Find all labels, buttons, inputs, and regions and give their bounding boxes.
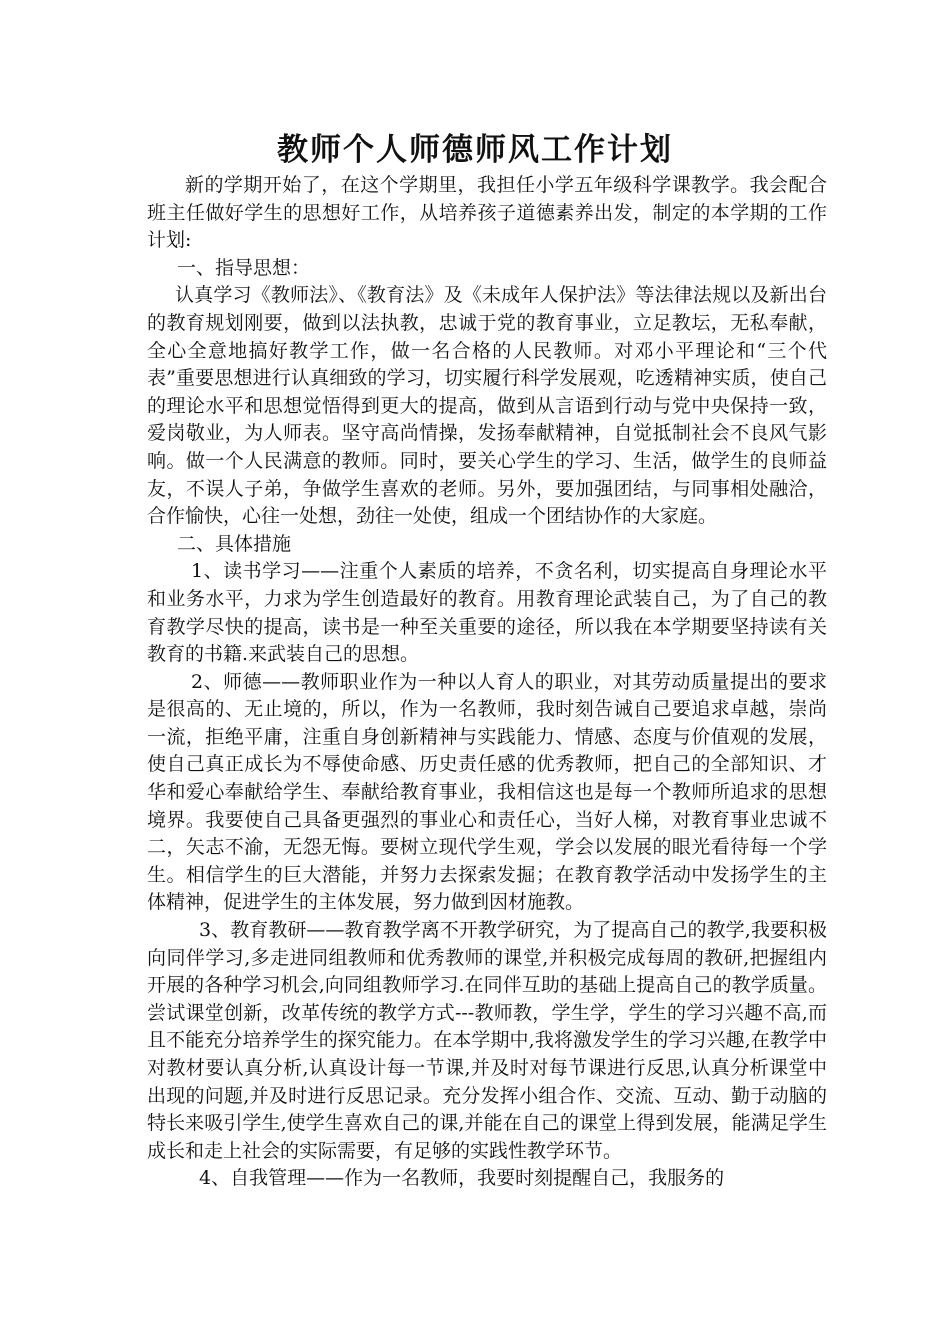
item3-paragraph: 3、教育教研——教育教学离不开教学研究，为了提高自己的教学,我要积极向同伴学习,多走进同组教师和优秀教师的课堂,并积极完成每周的教研,把握组内开展的各种学习机会,向同组教师学习.在同伴互助的基础上提高自己的教学质量。尝试课堂创新，改革传统的教学方式---教师教，学生学，学生的学习兴趣不高,而且不能充分培养学生的探究能力。在本学期中,我将激发学生的学习兴趣,在教学中对教材要认真分析,认真设计每一节课,并及时对每节课进行反思,认真分析课堂中出现的问题,并及时进行反思记录。充分发挥小组合作、交流、互动、勤于动脑的特长来吸引学生,使学生喜欢自己的课,并能在自己的课堂上得到发展，能满足学生成长和走上社会的实际需要，有足够的实践性教学环节。 xyxy=(147,919,827,1162)
item2-paragraph: 2、师德——教师职业作为一种以人育人的职业，对其劳动质量提出的要求是很高的、无止境的，所以，作为一名教师，我时刻告诫自己要追求卓越，崇尚一流，拒绝平庸，注重自身创新精神与实践能力、情感、态度与价值观的发展，使自己真正成长为不辱使命感、历史责任感的优秀教师，把自己的全部知识、才华和爱心奉献给学生、奉献给教育事业，我相信这也是每一个教师所追求的思想境界。我要使自己具备更强烈的事业心和责任心，当好人梯，对教育事业忠诚不二，矢志不渝，无怨无悔。要树立现代学生观，学会以发展的眼光看待每一个学生。相信学生的巨大潜能，并努力去探索发掘；在教育教学活动中发扬学生的主体精神，促进学生的主体发展，努力做到因材施教。 xyxy=(147,670,827,914)
section2-heading: 二、具体措施 xyxy=(177,532,292,555)
intro-paragraph: 新的学期开始了，在这个学期里，我担任小学五年级科学课教学。我会配合班主任做好学生的思想好工作，从培养孩子道德素养出发，制定的本学期的工作计划: xyxy=(147,174,827,252)
section1-heading: 一、指导思想： xyxy=(177,256,311,279)
item4-paragraph: 4、自我管理——作为一名教师，我要时刻提醒自己，我服务的 xyxy=(199,1167,725,1190)
section1-paragraph: 认真学习《教师法》、《教育法》及《未成年人保护法》等法律法规以及新出台的教育规划刚要，做到以法执教，忠诚于党的教育事业，立足教坛，无私奉献，全心全意地搞好教学工作，做一名合格的人民教师。对邓小平理论和“三个代表”重要思想进行认真细致的学习，切实履行科学发展观，吃透精神实质，使自己的理论水平和思想觉悟得到更大的提高，做到从言语到行动与党中央保持一致，爱岗敬业，为人师表。坚守高尚情操，发扬奉献精神，自觉抵制社会不良风气影响。做一个人民满意的教师。同时，要关心学生的学习、生活，做学生的良师益友，不误人子弟，争做学生喜欢的老师。另外，要加强团结，与同事相处融洽，合作愉快，心往一处想，劲往一处使，组成一个团结协作的大家庭。 xyxy=(147,284,827,528)
document-title: 教师个人师德师风工作计划 xyxy=(277,132,673,168)
item1-paragraph: 1、读书学习——注重个人素质的培养，不贪名利，切实提高自身理论水平和业务水平，力求为学生创造最好的教育。用教育理论武装自己，为了自己的教育教学尽快的提高，读书是一种至关重要的途径，所以我在本学期要坚持读有关教育的书籍.来武装自己的思想。 xyxy=(147,560,827,666)
document-body xyxy=(147,172,827,1193)
